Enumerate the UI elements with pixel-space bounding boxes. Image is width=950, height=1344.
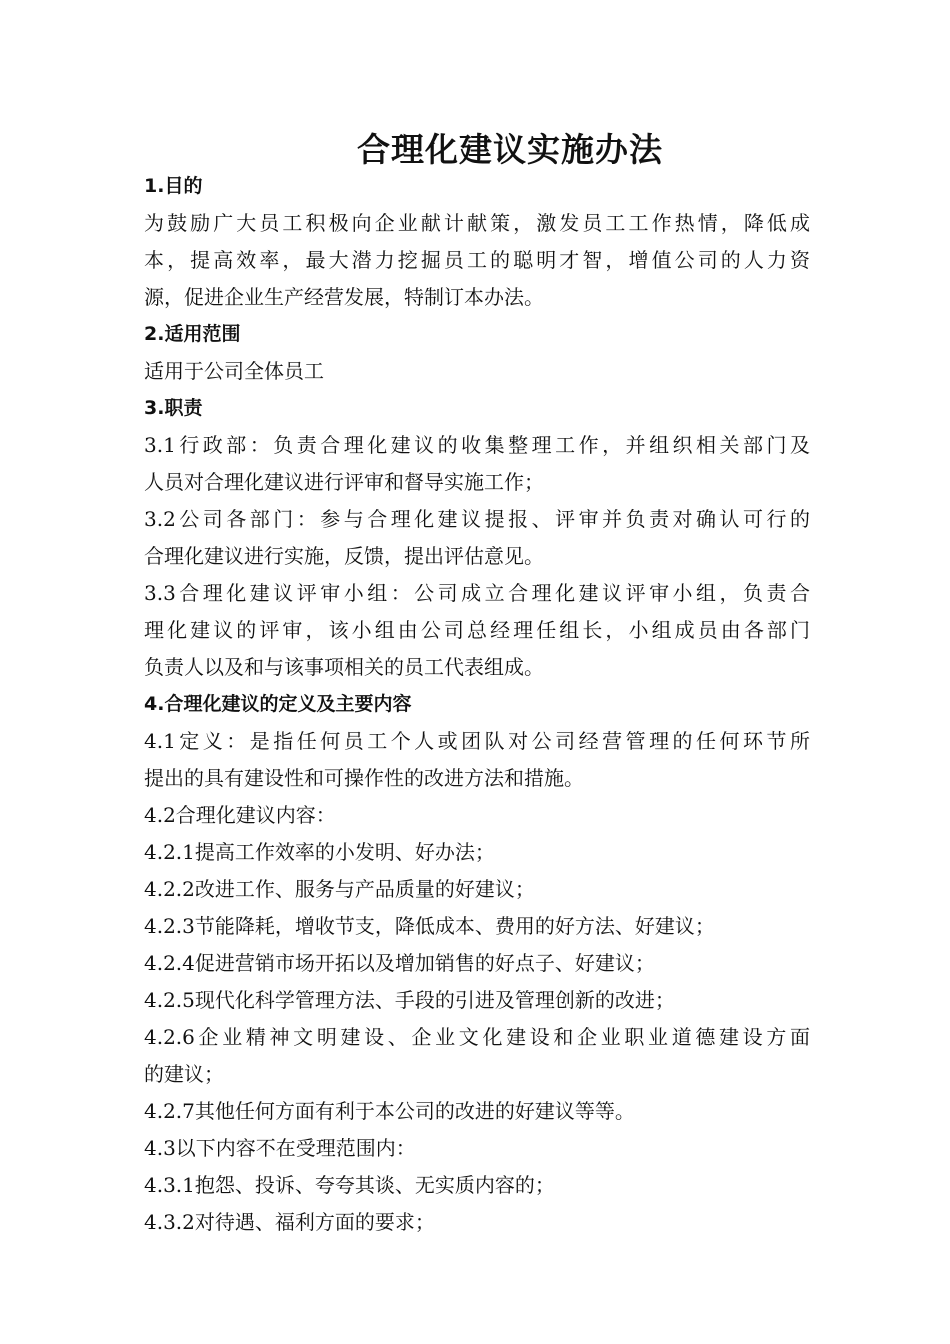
body-text-line: 4.2.4促进营销市场开拓以及增加销售的好点子、好建议； bbox=[144, 951, 655, 975]
document-body bbox=[144, 168, 810, 1241]
body-text-line: 适用于公司全体员工 bbox=[144, 359, 324, 383]
body-text-line: 人员对合理化建议进行评审和督导实施工作； bbox=[144, 470, 544, 494]
body-text-line: 理化建议的评审，该小组由公司总经理任组长，小组成员由各部门 bbox=[144, 618, 810, 642]
section-heading: 1.目的 bbox=[144, 175, 203, 197]
body-text-line: 4.3以下内容不在受理范围内： bbox=[144, 1136, 416, 1160]
body-text-line: 的建议； bbox=[144, 1062, 224, 1086]
body-text-line: 4.1定义：是指任何员工个人或团队对公司经营管理的任何环节所 bbox=[144, 729, 810, 753]
body-text-line: 源，促进企业生产经营发展，特制订本办法。 bbox=[144, 285, 544, 309]
body-text-line: 4.2.1提高工作效率的小发明、好办法； bbox=[144, 840, 495, 864]
section-heading: 4.合理化建议的定义及主要内容 bbox=[144, 693, 412, 715]
body-text-line: 提出的具有建设性和可操作性的改进方法和措施。 bbox=[144, 766, 584, 790]
body-text-line: 4.2.3节能降耗，增收节支，降低成本、费用的好方法、好建议； bbox=[144, 914, 715, 938]
document-title: 合理化建议实施办法 bbox=[357, 130, 663, 169]
body-text-line: 4.2.6企业精神文明建设、企业文化建设和企业职业道德建设方面 bbox=[144, 1025, 810, 1049]
body-text-line: 4.2.5现代化科学管理方法、手段的引进及管理创新的改进； bbox=[144, 988, 675, 1012]
section-heading: 3.职责 bbox=[144, 397, 203, 419]
section-heading: 2.适用范围 bbox=[144, 323, 241, 345]
body-text-line: 合理化建议进行实施，反馈，提出评估意见。 bbox=[144, 544, 544, 568]
body-text-line: 3.1行政部：负责合理化建议的收集整理工作，并组织相关部门及 bbox=[144, 433, 810, 457]
body-text-line: 3.2公司各部门：参与合理化建议提报、评审并负责对确认可行的 bbox=[144, 507, 810, 531]
body-text-line: 4.2.7其他任何方面有利于本公司的改进的好建议等等。 bbox=[144, 1099, 635, 1123]
body-text-line: 3.3合理化建议评审小组：公司成立合理化建议评审小组，负责合 bbox=[144, 581, 810, 605]
body-text-line: 4.3.2对待遇、福利方面的要求； bbox=[144, 1210, 435, 1234]
body-text-line: 负责人以及和与该事项相关的员工代表组成。 bbox=[144, 655, 544, 679]
body-text-line: 为鼓励广大员工积极向企业献计献策，激发员工工作热情，降低成 bbox=[144, 211, 810, 235]
body-text-line: 4.2合理化建议内容： bbox=[144, 803, 336, 827]
body-text-line: 4.3.1抱怨、投诉、夸夸其谈、无实质内容的； bbox=[144, 1173, 555, 1197]
body-text-line: 本，提高效率，最大潜力挖掘员工的聪明才智，增值公司的人力资 bbox=[144, 248, 810, 272]
body-text-line: 4.2.2改进工作、服务与产品质量的好建议； bbox=[144, 877, 535, 901]
